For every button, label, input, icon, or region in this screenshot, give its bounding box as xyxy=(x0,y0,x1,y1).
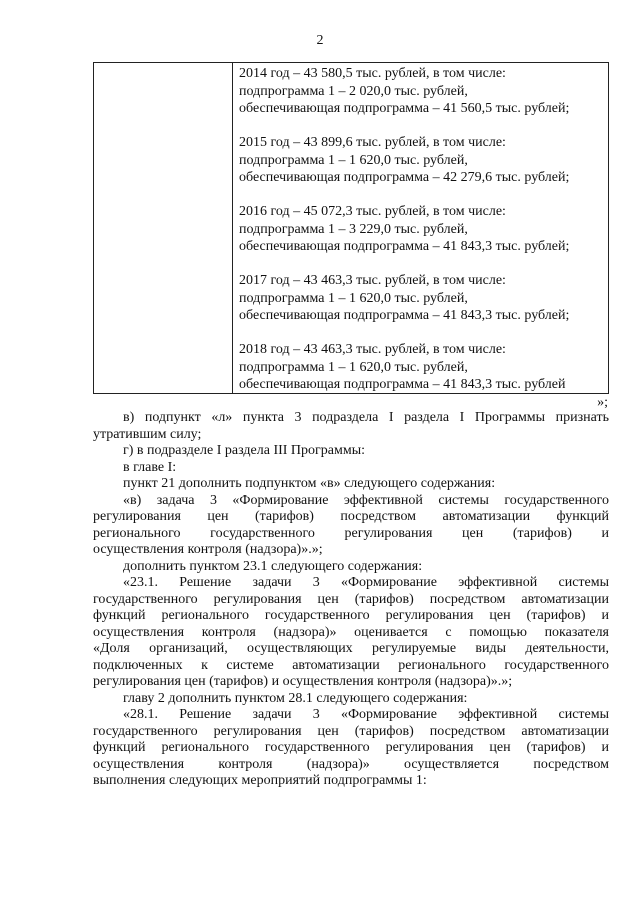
text-line: государственного регулирования цен (тарифов) посредством автоматизации xyxy=(93,591,609,607)
year-total: 2014 год – 43 580,5 тыс. рублей, в том числе: xyxy=(239,66,506,81)
funding-table-empty-cell xyxy=(94,63,233,393)
text-line: государственного регулирования цен (тарифов) посредством автоматизации xyxy=(93,723,609,739)
paragraph-add-23-1: дополнить пунктом 23.1 следующего содержания: xyxy=(123,558,423,574)
paragraph-chapter-1: в главе I: xyxy=(123,459,177,475)
funding-year-2018 xyxy=(239,341,608,410)
page-number: 2 xyxy=(316,33,324,48)
text-line: утратившим силу; xyxy=(93,426,202,442)
year-total: 2018 год – 43 463,3 тыс. рублей, в том числе: xyxy=(239,342,506,357)
text-line: регулирования цен (тарифов) и осуществления контроля (надзора)».»; xyxy=(93,674,513,689)
text-line: функций регионального государственного регулирования цен (тарифов) и xyxy=(93,740,609,755)
year-total: 2016 год – 45 072,3 тыс. рублей, в том числе: xyxy=(239,204,506,219)
text-line: «Доля организаций, осуществляющих регулируемые виды деятельности, xyxy=(93,641,609,656)
table-closing-quote: »; xyxy=(597,395,608,410)
year-support-subprogram: обеспечивающая подпрограмма – 41 843,3 тыс. рублей; xyxy=(239,239,570,254)
paragraph-g: г) в подразделе I раздела III Программы: xyxy=(123,443,366,458)
text-line: осуществления контроля (надзора)» оценивается с помощью показателя xyxy=(93,624,609,640)
text-line: «23.1. Решение задачи 3 «Формирование эффективной системы xyxy=(123,575,609,590)
text-line: регулирования цен (тарифов) посредством автоматизации функций xyxy=(93,509,609,524)
funding-year-2016 xyxy=(239,203,608,272)
paragraph-28-1 xyxy=(93,707,609,790)
year-support-subprogram: обеспечивающая подпрограмма – 41 560,5 тыс. рублей; xyxy=(239,101,570,116)
year-support-subprogram: обеспечивающая подпрограмма – 41 843,3 тыс. рублей; xyxy=(239,308,570,323)
text-line: в) подпункт «л» пункта 3 подраздела I раздела I Программы признать xyxy=(123,410,609,425)
funding-table-years-cell xyxy=(233,63,608,393)
year-support-subprogram: обеспечивающая подпрограмма – 42 279,6 тыс. рублей; xyxy=(239,170,570,185)
year-support-subprogram: обеспечивающая подпрограмма – 41 843,3 тыс. рублей xyxy=(239,377,566,392)
text-line: «28.1. Решение задачи 3 «Формирование эффективной системы xyxy=(123,707,609,722)
text-line: «в) задача 3 «Формирование эффективной системы государственного xyxy=(123,492,609,508)
year-subprogram-1: подпрограмма 1 – 3 229,0 тыс. рублей, xyxy=(239,221,468,237)
year-subprogram-1: подпрограмма 1 – 1 620,0 тыс. рублей, xyxy=(239,290,468,306)
text-line: осуществления контроля (надзора)» осуществляется посредством xyxy=(93,756,609,772)
funding-year-2017 xyxy=(239,272,608,341)
funding-year-2015 xyxy=(239,134,608,203)
funding-year-2014 xyxy=(239,65,608,134)
text-line: осуществления контроля (надзора)».»; xyxy=(93,542,323,557)
document-body xyxy=(93,410,609,790)
year-subprogram-1: подпрограмма 1 – 1 620,0 тыс. рублей, xyxy=(239,359,468,375)
year-subprogram-1: подпрограмма 1 – 2 020,0 тыс. рублей, xyxy=(239,83,468,99)
paragraph-23-1 xyxy=(93,575,609,691)
text-line: функций регионального государственного регулирования цен (тарифов) и xyxy=(93,608,609,623)
text-line: регионального государственного регулирования цен (тарифов) и xyxy=(93,525,609,541)
text-line: выполнения следующих мероприятий подпрограммы 1: xyxy=(93,773,427,788)
text-line: подключенных к системе автоматизации регионального государственного xyxy=(93,657,609,673)
paragraph-task-3 xyxy=(93,493,609,559)
funding-table xyxy=(93,62,609,394)
paragraph-point-21: пункт 21 дополнить подпунктом «в» следующего содержания: xyxy=(123,476,496,491)
paragraph-v xyxy=(93,410,609,443)
year-total: 2015 год – 43 899,6 тыс. рублей, в том числе: xyxy=(239,135,506,150)
year-subprogram-1: подпрограмма 1 – 1 620,0 тыс. рублей, xyxy=(239,152,468,168)
paragraph-add-28-1: главу 2 дополнить пунктом 28.1 следующего содержания: xyxy=(123,690,468,706)
year-total: 2017 год – 43 463,3 тыс. рублей, в том числе: xyxy=(239,273,506,288)
